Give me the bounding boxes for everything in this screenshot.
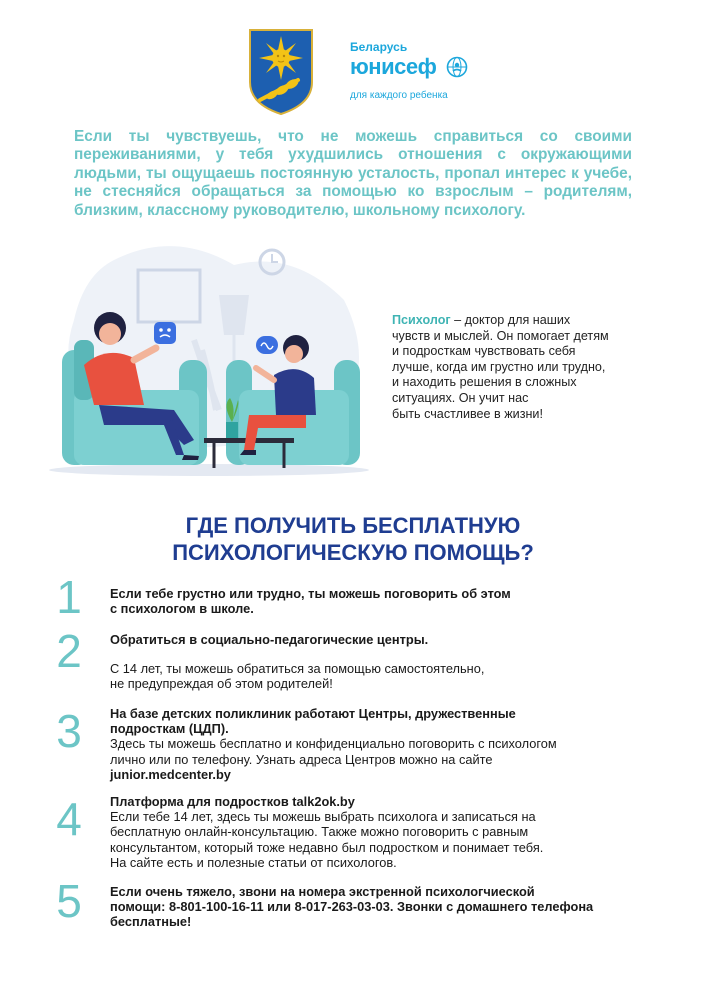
step-bold-line: подросткам (ЦДП). (110, 721, 229, 737)
step-body (110, 586, 670, 616)
step-number: 5 (56, 875, 82, 927)
psych-line-1: чувств и мыслей. Он помогает детям (392, 328, 609, 343)
step-body (110, 794, 670, 870)
step-text-line: Если тебе 14 лет, здесь ты можешь выбрать психолога и записаться на (110, 809, 536, 825)
junior-medcenter-link[interactable]: junior.medcenter.by (110, 766, 231, 782)
psychologist-term: Психолог (392, 313, 451, 327)
step-bold-line: с психологом в школе. (110, 601, 254, 617)
step-body (110, 632, 670, 692)
coat-of-arms-emblem (246, 28, 316, 116)
step-bold-line: На базе детских поликлиник работают Центры, дружественные (110, 706, 516, 721)
psych-line-6: быть счастливее в жизни! (392, 406, 543, 421)
step-bold-line: бесплатные! (110, 914, 192, 930)
psych-line-3: лучше, когда им грустно или трудно, (392, 359, 606, 374)
step-body (110, 884, 670, 930)
step-text-line: бесплатную онлайн-консультацию. Также можно поговорить с равным (110, 824, 529, 840)
emergency-phone-numbers: помощи: 8-801-100-16-11 или 8-017-263-03-03. Звонки с домашнего телефона (110, 899, 594, 915)
psychologist-definition (392, 313, 662, 422)
heading-line-1: ГДЕ ПОЛУЧИТЬ БЕСПЛАТНУЮ (185, 513, 521, 538)
heading-line-2: ПСИХОЛОГИЧЕСКУЮ ПОМОЩЬ? (172, 540, 534, 565)
psych-line-0-text: – доктор для наших (450, 313, 571, 327)
talk2ok-platform-title: Платформа для подростков talk2ok.by (110, 794, 355, 809)
unicef-brand: юнисеф (350, 54, 437, 79)
step-text-line: На сайте есть и полезные статьи от психологов. (110, 854, 397, 870)
step-number: 2 (56, 625, 82, 677)
step-bold-line: Если очень тяжело, звони на номера экстренной психологчиеской (110, 884, 535, 899)
step-text-line: С 14 лет, ты можешь обратиться за помощью самостоятельно, (110, 661, 485, 677)
psych-line-0 (392, 313, 662, 329)
step-text-line: не предупреждая об этом родителей! (110, 676, 333, 692)
step-body (110, 706, 670, 782)
header (0, 0, 706, 120)
psych-line-2: и подросткам чувствовать себя (392, 344, 576, 359)
step-number: 4 (56, 793, 82, 845)
unicef-logo (350, 40, 480, 104)
unicef-tagline: для каждого ребенка (350, 90, 448, 101)
intro-paragraph: Если ты чувствуешь, что не можешь справиться со своими переживаниями, у тебя ухудшились отношения с окружающими людьми, ты ощущаешь постоянную усталость, пропал интерес к учебе, не стесняйся обращаться за помощью ко взрослым – родителям, близким, классному руководителю, школьному психологу. (74, 128, 632, 219)
step-text-line: Здесь ты можешь бесплатно и конфиденциально поговорить с психологом (110, 736, 557, 752)
step-bold-line: Если тебе грустно или трудно, ты можешь поговорить об этом (110, 586, 511, 601)
psych-line-5: ситуациях. Он учит нас (392, 390, 529, 405)
unicef-country: Беларусь (350, 40, 408, 54)
unicef-globe-icon (446, 56, 468, 78)
step-bold-line: Обратиться в социально-педагогические центры. (110, 632, 429, 647)
step-number: 1 (56, 571, 82, 623)
step-number: 3 (56, 705, 82, 757)
psych-line-4: и находить решения в сложных (392, 375, 577, 390)
section-heading (60, 512, 646, 566)
step-text-line: лично или по телефону. Узнать адреса Центров можно на сайте (110, 751, 493, 767)
step-text-line: консультантом, который тоже недавно был подростком и понимает тебя. (110, 839, 544, 855)
therapy-session-illustration (44, 240, 374, 480)
